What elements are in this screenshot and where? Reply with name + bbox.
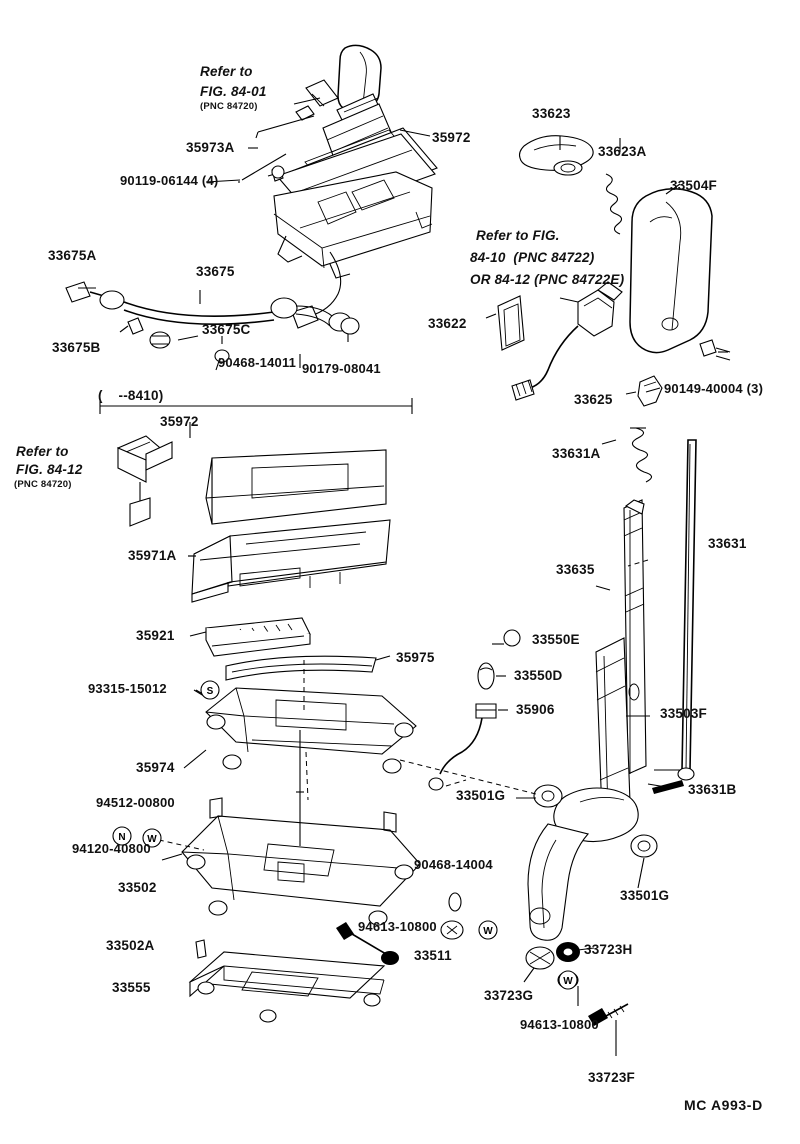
ref-8401-sub: (PNC 84720)	[200, 101, 258, 112]
part-33675A: 33675A	[48, 248, 97, 263]
part-33504F: 33504F	[670, 178, 717, 193]
part-94120-40800: 94120-40800	[72, 841, 151, 856]
part-94613-10800-left: 94613-10800	[358, 919, 437, 934]
part-35971A: 35971A	[128, 548, 177, 563]
ref-8412-left-line1: Refer to	[16, 444, 69, 459]
art-switch-harness	[512, 282, 622, 400]
part-33502A: 33502A	[106, 938, 155, 953]
part-33502: 33502	[118, 880, 157, 895]
part-33723G: 33723G	[484, 988, 534, 1003]
art-35921-plate	[206, 618, 310, 656]
part-35906: 35906	[516, 702, 555, 717]
part-33631A: 33631A	[552, 446, 601, 461]
art-ecu-assembly	[100, 398, 412, 602]
part-90468-14004: 90468-14004	[414, 857, 493, 872]
part-33675C: 33675C	[202, 322, 251, 337]
svg-text:W: W	[483, 926, 493, 937]
art-35975-cover	[226, 656, 376, 680]
part-33625: 33625	[574, 392, 613, 407]
part-33623: 33623	[532, 106, 571, 121]
svg-text:S: S	[206, 686, 214, 697]
part-90149-40004: 90149-40004 (3)	[664, 381, 764, 396]
ref-8410-line1: Refer to FIG.	[476, 228, 560, 243]
part-94613-10800-right: 94613-10800	[520, 1017, 599, 1032]
ref-8410-line2: 84-10 (PNC 84722)	[470, 250, 595, 265]
part-90179-08041: 90179-08041	[302, 361, 381, 376]
art-33623-knob	[520, 136, 731, 360]
art-35974-housing	[196, 688, 416, 792]
part-33723F: 33723F	[588, 1070, 635, 1085]
part-90468-14011: 90468-14011	[218, 355, 297, 370]
part-35973A: 35973A	[186, 140, 235, 155]
part-35975: 35975	[396, 650, 435, 665]
part-33623A: 33623A	[598, 144, 647, 159]
part-33550E: 33550E	[532, 632, 580, 647]
part-33511: 33511	[414, 948, 452, 963]
part-33622: 33622	[428, 316, 467, 331]
svg-text:W: W	[563, 976, 573, 987]
svg-text:W: W	[147, 834, 157, 845]
part-90119-06144: 90119-06144 (4)	[120, 173, 219, 188]
part-33635: 33635	[556, 562, 595, 577]
ref-8401-line1: Refer to	[200, 64, 253, 79]
ref-8401-line2: FIG. 84-01	[200, 84, 267, 99]
part-33675: 33675	[196, 264, 235, 279]
ref-8412-left-sub: (PNC 84720)	[14, 479, 72, 490]
part-35921: 35921	[136, 628, 175, 643]
part-94512-00800: 94512-00800	[96, 795, 175, 810]
art-33631-long-rod	[678, 440, 696, 780]
part-33675B: 33675B	[52, 340, 101, 355]
bracket-note: ( --8410)	[98, 388, 164, 403]
art-33625-lever	[626, 376, 662, 406]
ref-8410-line3: OR 84-12 (PNC 84722E)	[470, 272, 625, 287]
part-35974: 35974	[136, 760, 175, 775]
part-33723H: 33723H	[584, 942, 633, 957]
part-35972-top: 35972	[432, 130, 471, 145]
art-33555-gasket	[190, 940, 384, 1022]
part-33631B: 33631B	[688, 782, 737, 797]
part-33503F: 33503F	[660, 706, 707, 721]
art-33631A-spring	[630, 428, 652, 482]
part-33501G-left: 33501G	[456, 788, 506, 803]
part-33555: 33555	[112, 980, 151, 995]
part-93315-15012: 93315-15012	[88, 681, 167, 696]
footer-code: MC A993-D	[684, 1097, 763, 1113]
part-35972-lower: 35972	[160, 414, 199, 429]
part-33501G-right: 33501G	[620, 888, 670, 903]
part-33631: 33631	[708, 536, 747, 551]
art-33502-plate	[182, 792, 463, 965]
svg-text:N: N	[118, 832, 126, 843]
art-top-shift-lever	[238, 45, 437, 328]
part-33550D: 33550D	[514, 668, 563, 683]
art-33622-button	[486, 296, 524, 350]
ref-8412-left-line2: FIG. 84-12	[16, 462, 83, 477]
